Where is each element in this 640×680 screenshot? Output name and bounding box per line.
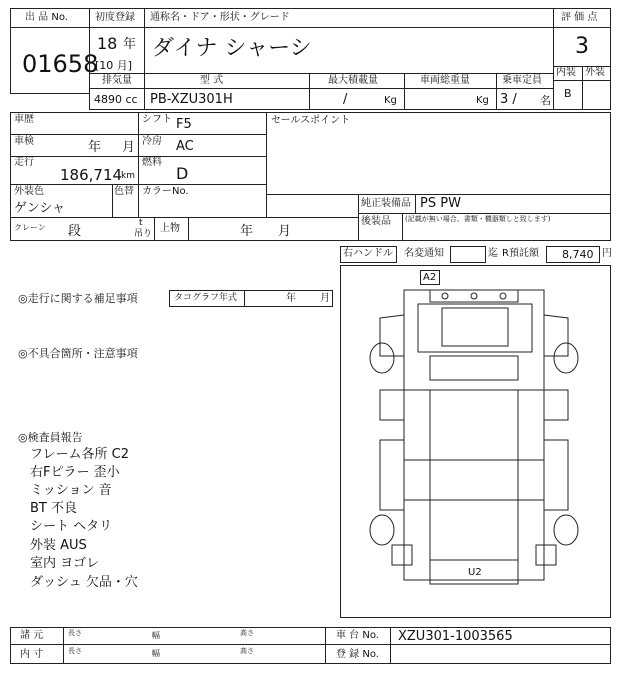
report-line: シート ヘタリ [30,519,113,534]
report-line: フレーム各所 C2 [30,447,129,462]
capacity-label: 乗車定員 [502,75,542,86]
footer-dims-label: 内 寸 [20,649,44,660]
model-info-label: 通称名・ドア・形状・グレード [150,12,290,23]
footer-height-label-2: 高さ [240,647,254,655]
color-no-label: 色替 [114,186,134,197]
tacho-month: 月 [320,293,330,304]
driving-remarks-label: ◎走行に関する補足事項 [18,292,138,305]
tacho-year: 年 [286,293,296,304]
aftermarket-label: 後装品 [361,216,391,227]
footer-reg-box [390,644,611,664]
footer-dims-row [63,644,326,664]
capacity-value: 3 / [500,92,517,107]
color-label: 外装色 [14,186,44,197]
crane-label: クレーン [14,223,46,232]
footer-width-label-2: 幅 [152,649,160,658]
lot-number: 01658 [22,50,99,78]
footer-width-label: 幅 [152,631,160,640]
ac-value: AC [176,139,194,154]
recycle-value: 8,740 [562,248,594,261]
displacement-label: 排気量 [102,75,132,86]
mileage-label: 走行 [14,157,34,168]
damage-mark-front-label: A2 [423,272,437,283]
history-label: 車歴 [14,114,34,125]
lot-label: 出 品 No. [25,12,68,23]
type-label: 型 式 [200,75,224,86]
score-label: 評 価 点 [561,12,598,23]
displacement-value: 4890 cc [94,93,138,106]
footer-chassis-value: XZU301-1003565 [398,629,513,644]
rhd-label: 右ハンドル [343,248,393,259]
recycle-label: R預託額 [502,248,539,259]
name-change-arrow: 迄 [488,248,498,259]
report-line: ミッション 音 [30,483,112,498]
exterior-label: 外装 [585,67,605,78]
max-load-unit: Kg [384,95,397,106]
lift-year: 年 [240,224,254,239]
shift-value: F5 [176,117,192,132]
gross-weight-label: 車両総重量 [420,75,470,86]
footer-spec-row [63,627,326,645]
footer-reg-label: 登 録 No. [336,649,379,660]
color-code-label: カラーNo. [142,186,189,197]
ac-label: 冷房 [142,136,162,147]
lift-month: 月 [278,224,292,239]
defects-label: ◎不具合箇所・注意事項 [18,347,138,360]
fuel-value: D [176,164,189,183]
inspection-label: 車検 [14,136,34,147]
crane-hang: 吊り [134,229,153,239]
gross-weight-unit: Kg [476,95,489,106]
equipment-value: PS PW [420,196,461,211]
car-name: ダイナ シャーシ [152,36,312,61]
name-change-label: 名変通知 [404,248,444,259]
color-value: ゲンシャ [14,201,66,216]
first-reg-year-unit: 年 [123,37,137,52]
yen-label: 円 [602,248,612,259]
footer-length-label: 長さ [68,629,82,637]
aftermarket-note: (記載が無い場合、書類・機器類しと致します) [405,215,551,223]
interior-grade: B [564,87,572,100]
footer-length-label-2: 長さ [68,647,82,655]
inspection-month: 月 [122,140,136,155]
inspection-year: 年 [88,140,102,155]
equipment-label: 純正装備品 [361,198,411,209]
lift-label: 上物 [160,223,180,234]
sales-point-label: セールスポイント [271,115,351,126]
tacho-label: タコグラフ年式 [174,293,238,303]
report-line: 外装 AUS [30,538,87,553]
damage-mark-rear-label: U2 [468,567,482,578]
crane-stage: 段 [68,224,82,239]
max-load-label: 最大積載量 [328,75,378,86]
capacity-unit: 名 [540,94,551,107]
first-reg-year: 18 [97,34,118,53]
mileage-unit: km [121,171,135,181]
crane-t: t [139,218,143,228]
fuel-label: 燃料 [142,157,162,168]
inspector-report-label: ◎検査員報告 [18,431,83,444]
report-line: BT 不良 [30,501,77,516]
report-line: 右Fピラー 歪小 [30,465,120,480]
report-line: 室内 ヨゴレ [30,556,100,571]
model-code: PB-XZU301H [150,92,233,107]
score-value: 3 [575,34,589,59]
mileage-value: 186,714 [60,166,123,184]
max-load-slash: / [343,92,348,107]
first-reg-label: 初度登録 [95,12,135,23]
shift-label: シフト [142,114,172,125]
footer-chassis-label: 車 台 No. [336,630,379,641]
first-reg-month: [10 月] [95,59,133,72]
footer-spec-label: 諸 元 [20,630,44,641]
report-line: ダッシュ 欠品・穴 [30,575,138,590]
interior-label: 内装 [556,67,576,78]
footer-height-label: 高さ [240,629,254,637]
